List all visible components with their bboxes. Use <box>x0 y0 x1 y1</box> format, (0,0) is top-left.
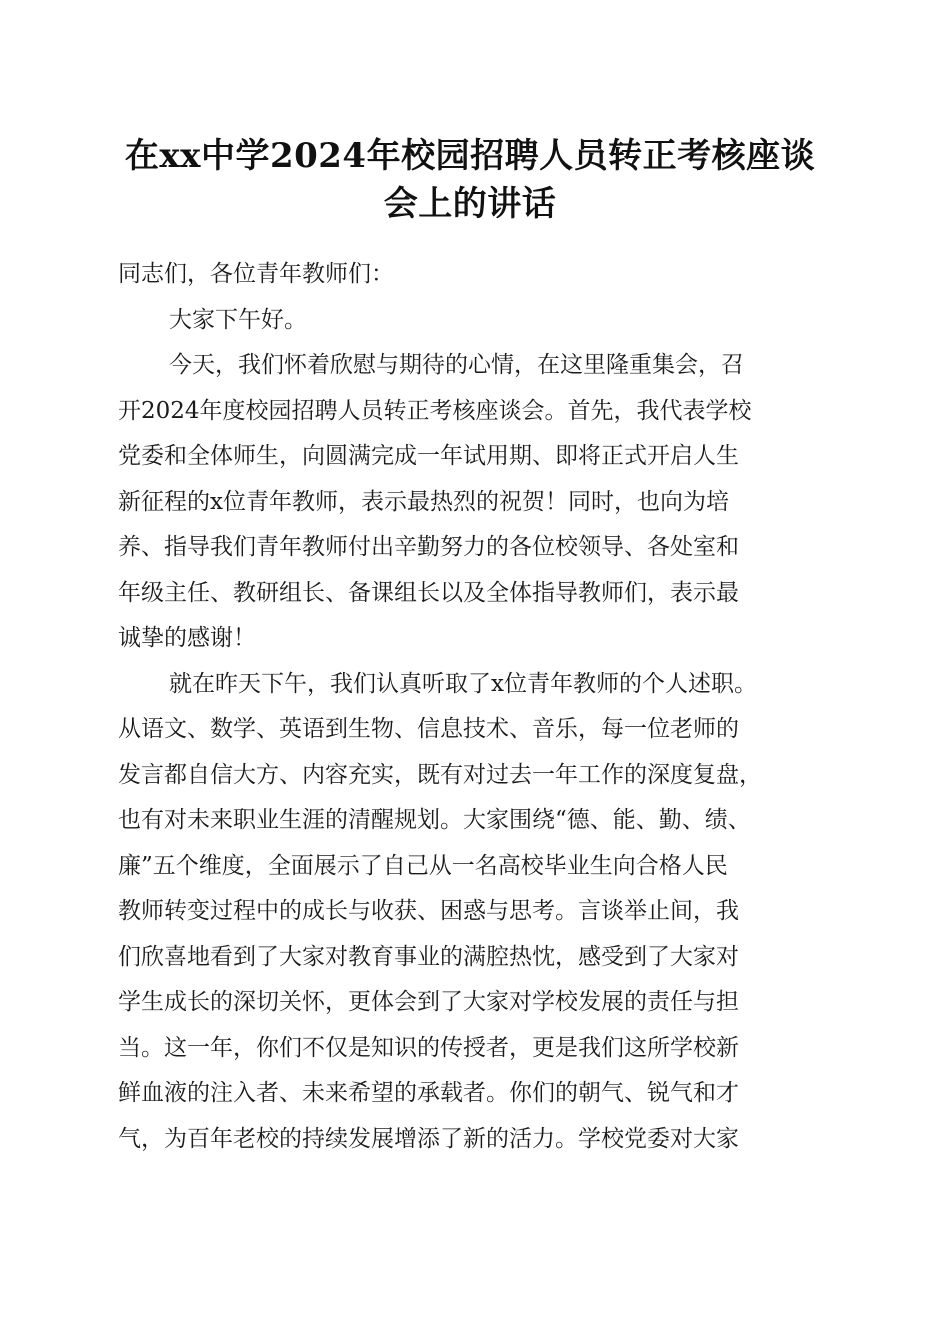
paragraph-2 <box>118 662 838 1163</box>
paragraph-2-line: 也有对未来职业生涯的清醒规划。大家围绕“德、能、勤、绩、 <box>118 807 751 833</box>
paragraph-2-line: 发言都自信大方、内容充实，既有对过去一年工作的深度复盘， <box>118 761 762 788</box>
paragraph-1-line: 养、指导我们青年教师付出辛勤努力的各位校领导、各处室和 <box>118 534 739 560</box>
paragraph-1-line: 诚挚的感谢！ <box>118 625 256 651</box>
paragraph-1-line: 党委和全体师生，向圆满完成一年试用期、即将正式开启人生 <box>118 443 739 469</box>
document-body <box>118 252 838 1162</box>
paragraph-2-line: 教师转变过程中的成长与收获、困惑与思考。言谈举止间，我 <box>118 898 739 924</box>
title-line-1: 在xx中学2024年校园招聘人员转正考核座谈 <box>124 136 816 176</box>
paragraph-1-line: 新征程的x位青年教师，表示最热烈的祝贺！同时，也向为培 <box>118 488 729 515</box>
paragraph-2-line: 气，为百年老校的持续发展增添了新的活力。学校党委对大家 <box>118 1125 739 1152</box>
paragraph-1-line: 年级主任、教研组长、备课组长以及全体指导教师们，表示最 <box>118 579 739 606</box>
paragraph-2-line: 从语文、数学、英语到生物、信息技术、音乐，每一位老师的 <box>118 716 739 742</box>
paragraph-2-line: 鲜血液的注入者、未来希望的承载者。你们的朝气、锐气和才 <box>118 1080 739 1106</box>
paragraph-2-line: 就在昨天下午，我们认真听取了x位青年教师的个人述职。 <box>169 670 757 697</box>
paragraph-1 <box>118 343 838 662</box>
paragraph-2-line: 们欣喜地看到了大家对教育事业的满腔热忱，感受到了大家对 <box>118 943 739 970</box>
paragraph-2-line: 廉”五个维度，全面展示了自己从一名高校毕业生向合格人民 <box>118 852 728 879</box>
greeting: 大家下午好。 <box>169 306 307 333</box>
paragraph-2-line: 当。这一年，你们不仅是知识的传授者，更是我们这所学校新 <box>118 1034 739 1061</box>
title-line-2: 会上的讲话 <box>383 184 557 224</box>
document-title <box>100 132 840 228</box>
paragraph-1-line: 开2024年度校园招聘人员转正考核座谈会。首先，我代表学校 <box>118 397 752 424</box>
paragraph-1-line: 今天，我们怀着欣慰与期待的心情，在这里隆重集会，召 <box>169 352 744 378</box>
salutation: 同志们，各位青年教师们： <box>118 261 394 287</box>
paragraph-2-line: 学生成长的深切关怀，更体会到了大家对学校发展的责任与担 <box>118 989 739 1015</box>
